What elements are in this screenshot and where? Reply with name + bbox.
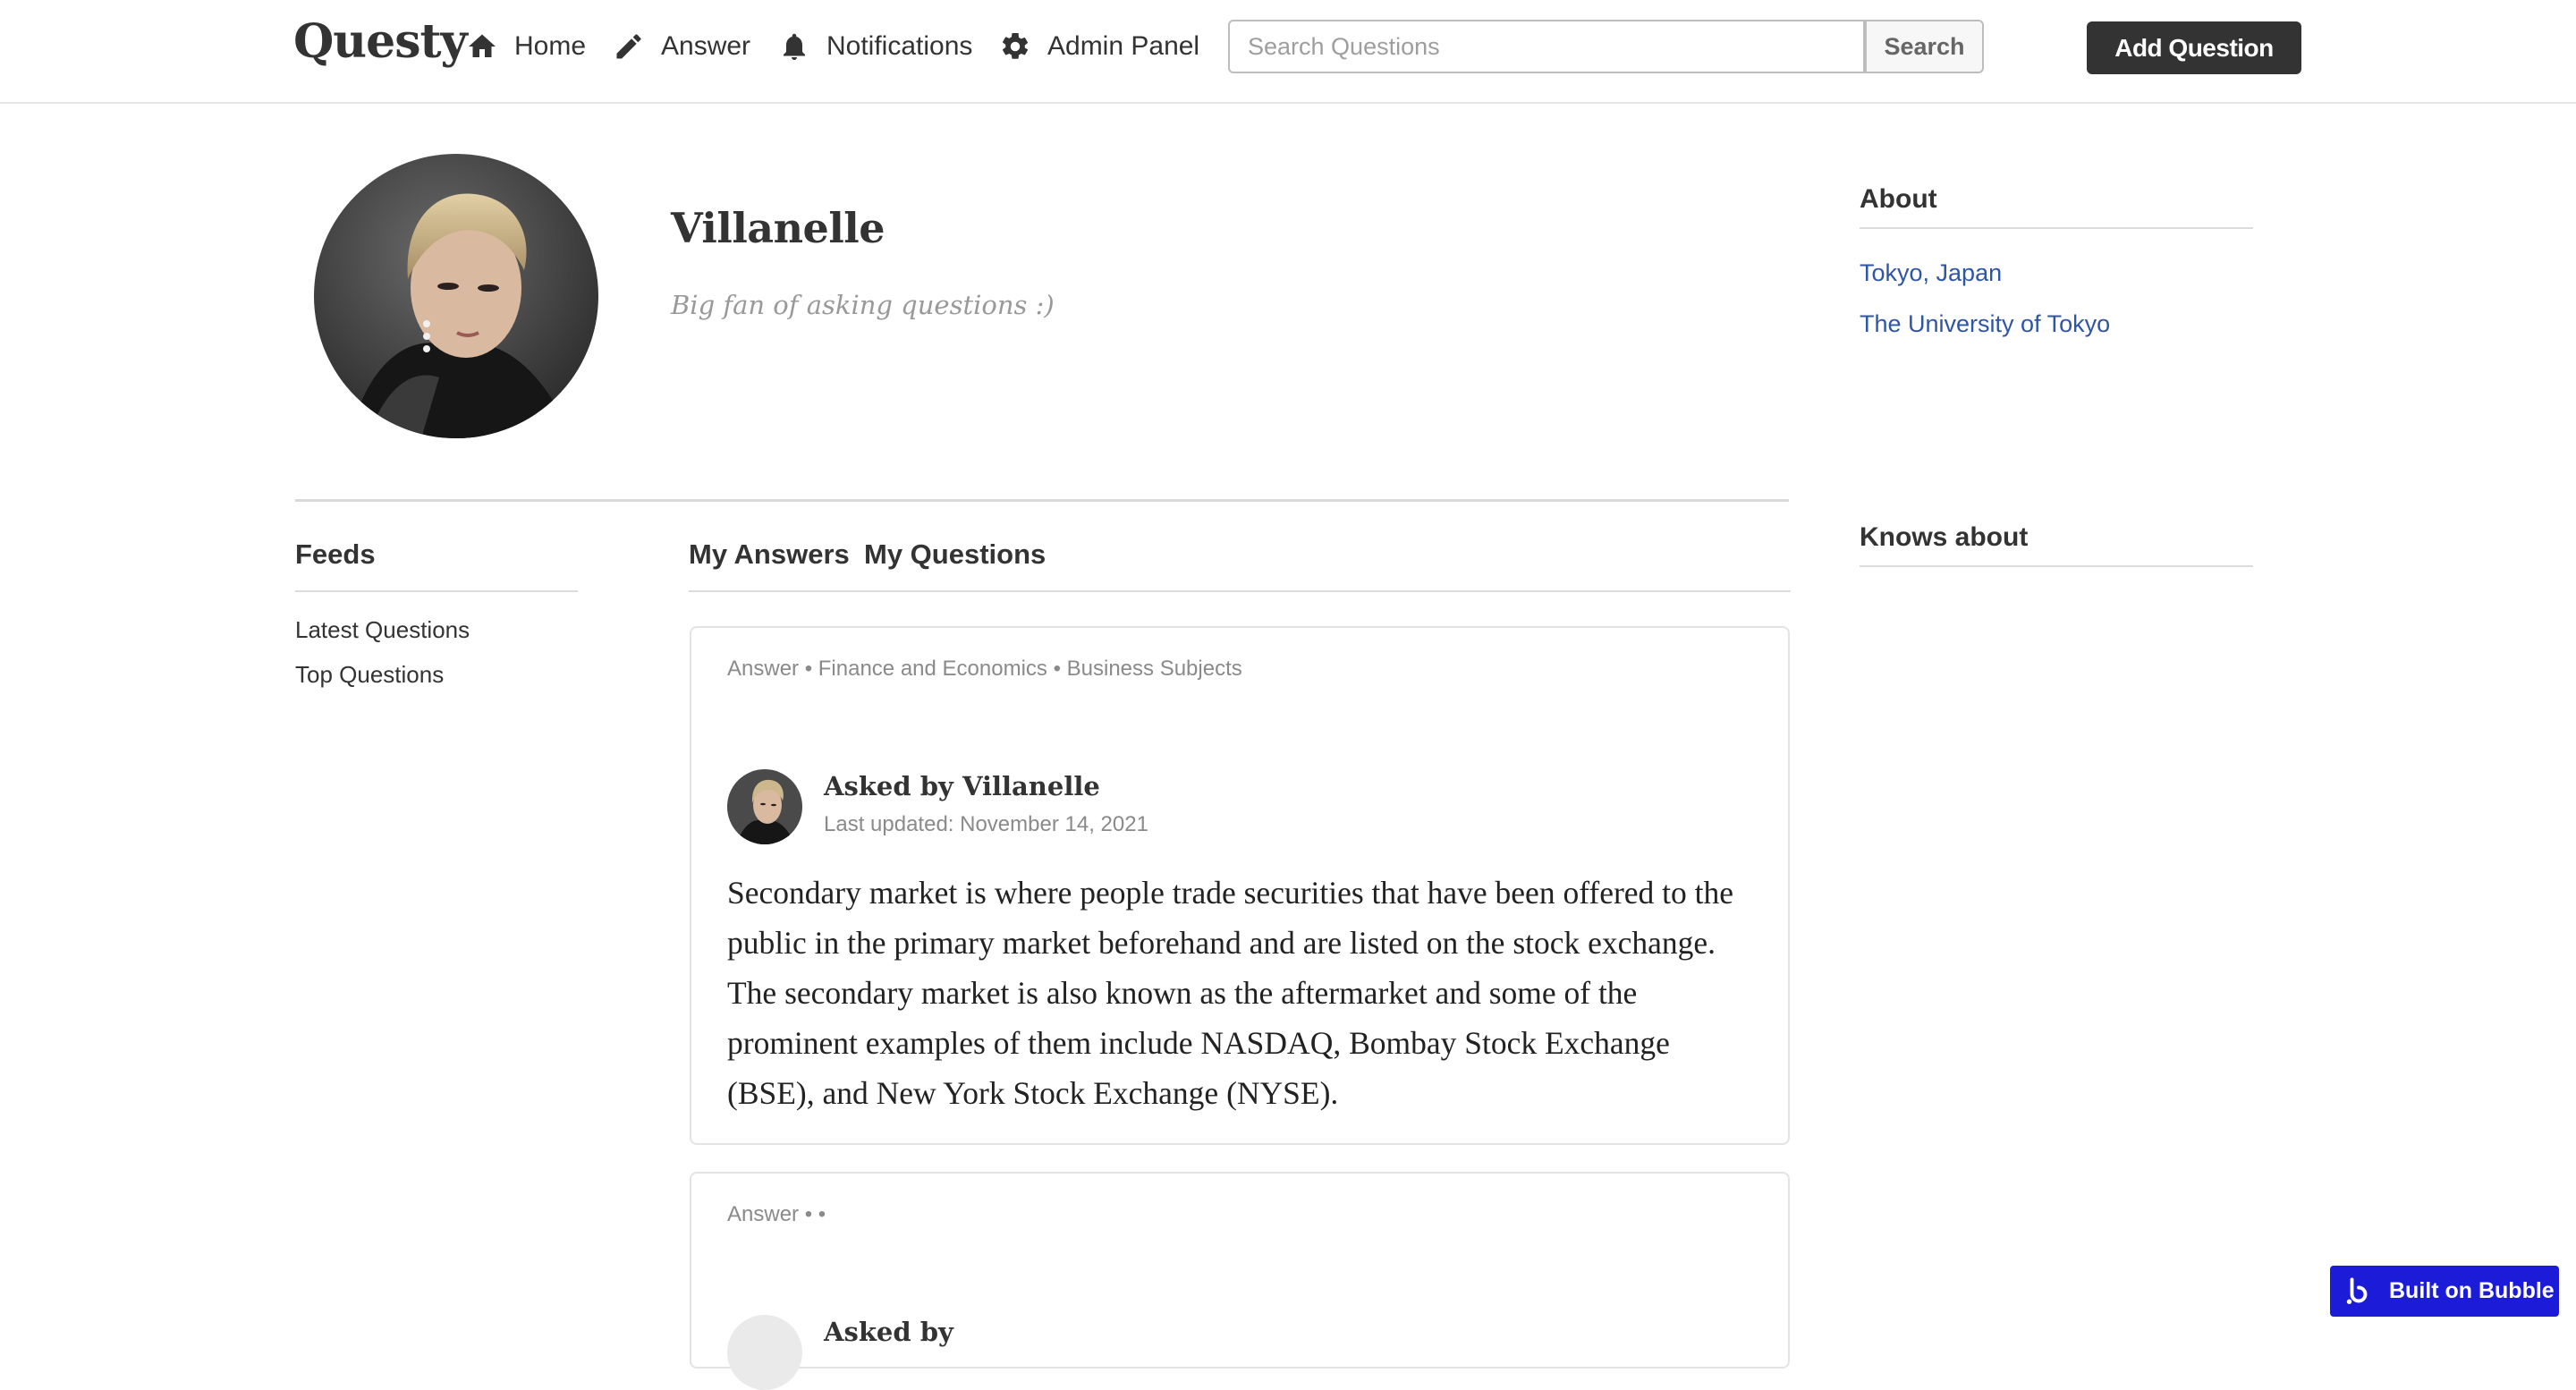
top-navbar [0,0,2576,104]
add-question-button[interactable]: Add Question [2087,21,2301,74]
last-updated: Last updated: November 14, 2021 [824,812,1148,836]
feed-latest-questions[interactable]: Latest Questions [295,616,470,643]
nav-notifications-label: Notifications [826,31,973,61]
answer-text: Secondary market is where people trade securities that have been offered to the public in the primary market beforehand and are listed on the stock exchange. The secondary market is also known as the aftermarket and some of the prominent examples of them include NASDAQ, Bombay Stock Exchange (BSE), and New York Stock Exchange (NYSE). [727,875,1734,1111]
nav-notifications[interactable] [778,25,972,68]
nav-admin-panel-label: Admin Panel [1047,31,1200,61]
feeds-divider [295,590,578,592]
profile-bio: Big fan of asking questions :) [671,290,1055,320]
answer-category-meta: Answer • Finance and Economics • Business Subjects [727,657,1242,681]
tab-my-answers[interactable]: My Answers [689,538,850,570]
about-location-link[interactable]: Tokyo, Japan [1860,259,2003,286]
pencil-icon [613,30,645,63]
answer-category-meta: Answer • • [727,1202,826,1226]
about-divider [1860,227,2253,229]
about-heading: About [1860,184,1937,214]
bell-icon [778,30,810,63]
nav-answer-label: Answer [661,31,751,61]
nav-home-label: Home [514,31,587,61]
feeds-heading: Feeds [295,538,376,570]
questy-logo[interactable]: Questy [293,14,467,69]
profile-divider [295,499,1789,502]
gear-icon [999,30,1031,63]
knows-about-heading: Knows about [1860,522,2029,552]
tab-my-questions[interactable]: My Questions [864,538,1046,570]
tabs-divider [689,590,1791,592]
asker-avatar [727,1315,802,1390]
nav-home[interactable] [466,25,586,68]
asker-avatar [727,769,802,844]
profile-avatar [314,154,598,438]
nav-admin-panel[interactable] [999,25,1199,68]
home-icon [466,30,498,63]
about-school-link[interactable]: The University of Tokyo [1860,310,2111,337]
nav-answer[interactable] [613,25,750,68]
knows-about-divider [1860,565,2253,567]
built-on-bubble-label: Built on Bubble [2389,1278,2555,1303]
search-button[interactable]: Search [1865,20,1984,73]
asked-by[interactable]: Asked by Villanelle [824,771,1100,801]
asked-by[interactable]: Asked by [824,1317,953,1347]
profile-name: Villanelle [671,204,886,252]
answer-card[interactable] [690,626,1790,1145]
built-on-bubble-badge[interactable] [2330,1266,2559,1317]
feed-top-questions[interactable]: Top Questions [295,661,445,688]
bubble-logo-icon [2343,1276,2375,1308]
answer-card[interactable] [690,1172,1790,1369]
search-input[interactable] [1228,20,1865,73]
